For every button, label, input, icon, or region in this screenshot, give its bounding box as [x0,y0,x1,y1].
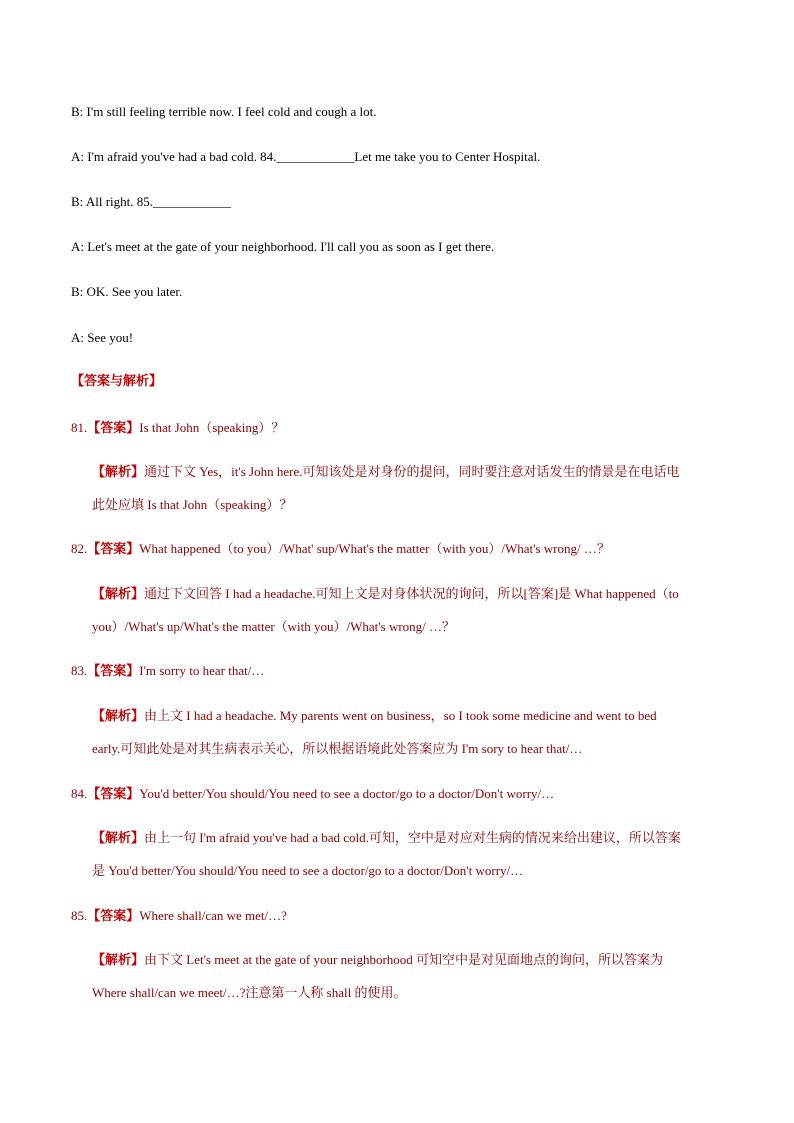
dialogue-text: See you! [87,330,134,345]
item-number: 83. [71,663,88,678]
analysis-text: 通过下文 Yes，it's John here.可知该处是对身份的提问，同时要注意对话发生的情景是在电话电 [144,464,680,479]
answer-tag: 【答案】 [87,787,140,802]
dialogue-line-2 [71,148,540,166]
analysis-line-85-a [92,951,722,970]
dialogue-text: I'm afraid you've had a bad cold. 84. [87,149,277,164]
analysis-tag: 【解析】 [92,465,145,480]
speaker-label: B: [71,284,84,299]
answer-tag: 【答案】 [87,542,140,557]
answer-text: You'd better/You should/You need to see a doctor/go to a doctor/Don't worry/… [139,786,555,801]
answer-blank-84[interactable]: ____________ [276,149,355,164]
analysis-text: early.可知此处是对其生病表示关心，所以根据语境此处答案应为 I'm sory to hear that/… [92,741,583,756]
item-number: 85. [71,908,88,923]
analysis-tag: 【解析】 [92,831,145,846]
analysis-line-82-b [92,618,455,636]
answer-blank-85[interactable]: ____________ [153,194,232,209]
item-number: 82. [71,541,88,556]
analysis-line-83-a [92,707,722,726]
dialogue-text: Let me take you to Center Hospital. [354,149,541,164]
analysis-text: you）/What's up/What's the matter（with you）/What's wrong/ …？ [92,619,456,634]
speaker-label: B: [71,194,84,209]
dialogue-line-1 [71,103,376,121]
analysis-tag: 【解析】 [92,709,145,724]
item-number: 84. [71,786,88,801]
answer-tag: 【答案】 [87,664,140,679]
analysis-text: 此处应填 Is that John（speaking）？ [92,497,293,512]
analysis-text: 由上文 I had a headache. My parents went on business，so I took some medicine and went to bed [144,708,657,723]
analysis-line-83-b [92,740,582,758]
item-number: 81. [71,420,88,435]
answer-text: I'm sorry to hear that/… [139,663,265,678]
dialogue-text: OK. See you later. [86,284,183,299]
answer-tag: 【答案】 [87,909,140,924]
speaker-label: B: [71,104,84,119]
section-header-text: 【答案与解析】 [71,374,163,389]
analysis-text: 通过下文回答 I had a headache.可知上文是对身体状况的询问，所以[答案]是 What happened（to [144,586,679,601]
speaker-label: A: [71,239,84,254]
analysis-text: 是 You'd better/You should/You need to see a doctor/go to a doctor/Don't worry/… [92,863,524,878]
dialogue-text: All right. 85. [85,194,154,209]
dialogue-line-4 [71,238,494,256]
answer-line-85 [71,907,287,926]
dialogue-text: I'm still feeling terrible now. I feel cold and cough a lot. [86,104,377,119]
answer-line-81 [71,419,284,438]
answer-line-84 [71,785,554,804]
dialogue-line-6 [71,329,133,347]
analysis-line-82-a [92,585,722,604]
analysis-line-81-b [92,496,292,514]
analysis-line-85-b [92,984,406,1002]
analysis-line-84-a [92,829,722,848]
section-header [71,373,162,391]
analysis-line-84-b [92,862,523,880]
speaker-label: A: [71,149,84,164]
answer-line-83 [71,662,264,681]
speaker-label: A: [71,330,84,345]
answer-line-82 [71,540,610,559]
answer-text: What happened（to you）/What' sup/What's the matter（with you）/What's wrong/ …？ [139,541,610,556]
analysis-tag: 【解析】 [92,953,145,968]
dialogue-line-3 [71,193,231,211]
analysis-text: Where shall/can we meet/…?注意第一人称 shall 的使用。 [92,985,407,1000]
analysis-line-81-a [92,463,722,482]
answer-text: Where shall/can we met/…? [139,908,287,923]
dialogue-line-5 [71,283,182,301]
analysis-text: 由上一句 I'm afraid you've had a bad cold.可知，空中是对应对生病的情况来给出建议，所以答案 [144,830,681,845]
answer-text: Is that John（speaking）？ [139,420,285,435]
answer-tag: 【答案】 [87,421,140,436]
analysis-tag: 【解析】 [92,587,145,602]
analysis-text: 由下文 Let's meet at the gate of your neighborhood 可知空中是对见面地点的询问，所以答案为 [144,952,664,967]
dialogue-text: Let's meet at the gate of your neighborhood. I'll call you as soon as I get there. [87,239,495,254]
